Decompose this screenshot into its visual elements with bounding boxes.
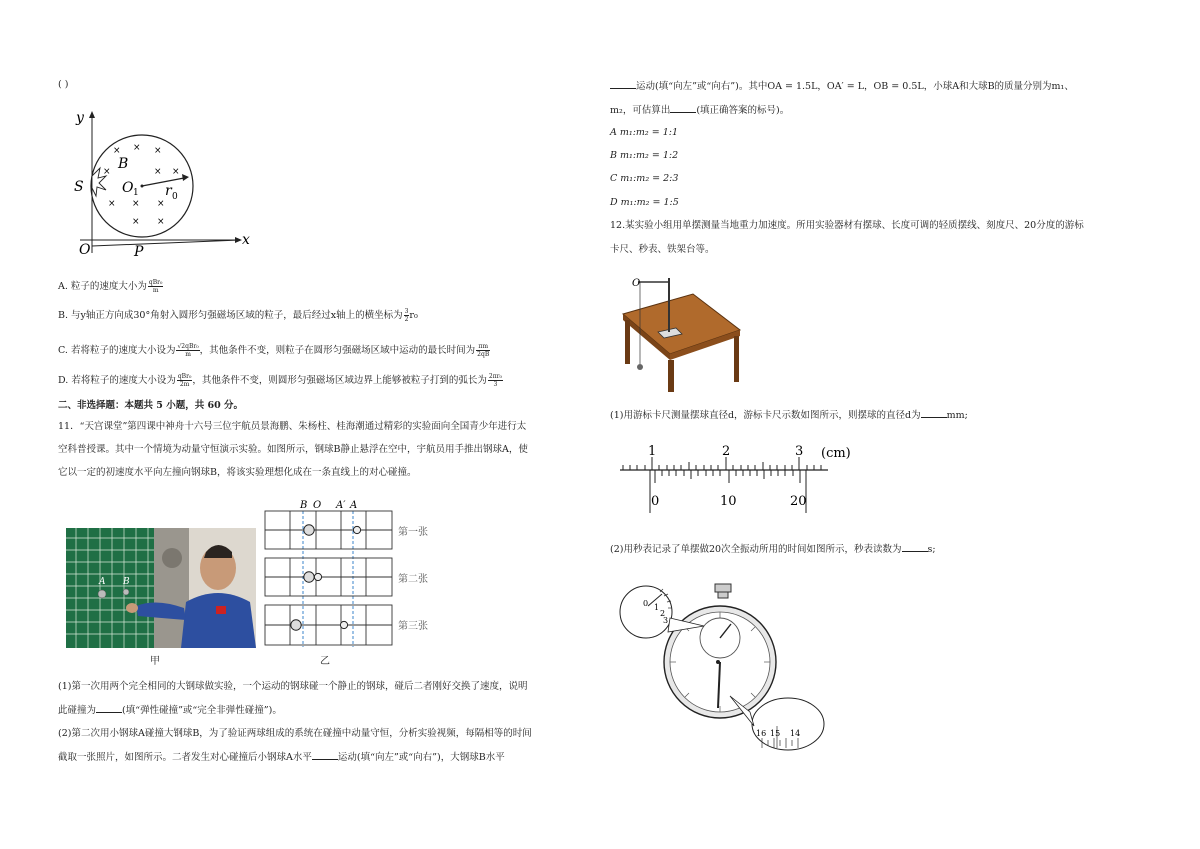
center-o1-sub: 1 [133,188,139,198]
center-o1-label: O [122,180,134,196]
axis-x-label: x [242,232,250,248]
inset-dial-3: 3 [663,616,669,625]
section-heading: 二、非选择题：本题共 5 小题，共 60 分。 [58,400,244,411]
label-yi: 乙 [320,656,330,667]
label-jia: 甲 [150,656,160,667]
sheet1-label: 第一张 [398,527,428,538]
choice-d: D m₁:m₂ = 1:5 [610,197,679,208]
collision-frames-figure [262,497,452,647]
photo-ball-a-label: A [99,577,106,587]
option-b: B. 与y轴正方向成30°角射入圆形匀强磁场区域的粒子，最后经过x轴上的横坐标为 $\frac{3}{2}$ r₀ [58,308,418,323]
main-scale-2: 2 [722,444,731,459]
sheet2-label: 第二张 [398,574,428,585]
vernier-20: 20 [790,494,807,509]
q12-part1: (1)用游标卡尺测量摆球直径d，游标卡尺示数如图所示，则摆球的直径d为 mm; [610,410,968,421]
question-paren: ( ) [58,79,69,90]
point-b-label: B [118,156,129,172]
x-mark: × [108,199,116,209]
answer-blank[interactable] [96,703,122,713]
q12-line1: 12.某实验小组用单摆测量当地重力加速度。所用实验器材有摆球、长度可调的轻质摆线、刻度尺、20分度的游标 [610,220,1084,231]
q11-line2: 空科普授课。其中一个情境为动量守恒演示实验。如图所示，钢球B静止悬浮在空中，宇航员用手推出钢球A，使 [58,444,528,455]
column-b-label: B [300,500,308,511]
column-o-label: O [313,500,322,511]
axis-y-label: y [76,110,84,126]
caliper-unit: (cm) [821,446,851,461]
photo-ball-b-label: B [123,577,130,587]
answer-blank[interactable] [670,103,696,113]
answer-blank[interactable] [921,408,947,418]
choice-b: B m₁:m₂ = 1:2 [610,150,679,161]
column-a-prime-label: A′ [336,500,346,511]
answer-blank[interactable] [902,542,928,552]
r-line1: 运动(填“向左”或“向右”)。其中OA = 1.5L，OA′ = L，OB = 0.5L，小球A和大球B的质量分别为m₁、 [610,79,1074,94]
sheet3-label: 第三张 [398,621,428,632]
q12-line2: 卡尺、秒表、铁架台等。 [610,244,715,255]
q12-part2: (2)用秒表记录了单摆做20次全振动所用的时间如图所示，秒表读数为 s; [610,544,936,555]
inset-dial-0: 0 [643,599,649,608]
x-mark: × [172,167,180,177]
r-line2: m₂，可估算出 (填正确答案的标号)。 [610,105,790,116]
x-mark: × [113,146,121,156]
column-a-label: A [350,500,358,511]
q11-part2-line2: 截取一张照片，如图所示。二者发生对心碰撞后小钢球A水平 运动(填“向左”或“向右”)，大钢球B水平 [58,752,505,763]
x-mark: × [133,143,141,153]
inset-dial-1: 1 [654,603,660,612]
answer-blank[interactable] [610,79,636,89]
q11-part1-line1: (1)第一次用两个完全相同的大钢球做实验，一个运动的钢球碰一个静止的钢球，碰后二者刚好交换了速度，说明 [58,681,528,692]
option-c: C. 若将粒子的速度大小设为 $\frac{\text{√2qBr₀}}{m}$ ，其他条件不变，则粒子在圆形匀强磁场区域中运动的最长时间为 $\frac{\pi m}{2qB}$ [58,343,490,358]
option-a: A. 粒子的速度大小为 $\frac{\text{qBr₀}}{m}$ [58,279,163,294]
inset-bottom-16: 16 [756,729,767,738]
x-mark: × [157,217,165,227]
magnetic-field-figure [70,108,270,258]
inset-bottom-14: 14 [790,729,801,738]
radius-label: r [165,183,172,199]
space-station-photo [66,528,256,648]
q11-line3: 它以一定的初速度水平向左撞向钢球B，将该实验理想化成在一条直线上的对心碰撞。 [58,467,417,478]
q11-part1-line2: 此碰撞为 (填“弹性碰撞”或“完全非弹性碰撞”)。 [58,705,282,716]
choice-a: A m₁:m₂ = 1:1 [610,127,679,138]
pivot-o-label: O [632,278,641,289]
radius-sub: 0 [172,192,178,202]
choice-c: C m₁:m₂ = 2:3 [610,173,679,184]
point-p-label: P [134,244,144,258]
origin-label: O [79,242,91,258]
x-mark: × [154,146,162,156]
inset-bottom-15: 15 [770,729,781,738]
q11-part2-line1: (2)第二次用小钢球A碰撞大钢球B，为了验证两球组成的系统在碰撞中动量守恒，分析实验视频，每隔相等的时间 [58,728,532,739]
main-scale-3: 3 [795,444,804,459]
vernier-10: 10 [720,494,737,509]
x-mark: × [132,217,140,227]
vernier-caliper-figure [618,443,858,513]
inset-dial-2: 2 [660,609,666,618]
option-d: D. 若将粒子的速度大小设为 $\frac{\text{qBr₀}}{2m}$ ，其他条件不变，则圆形匀强磁场区域边界上能够被粒子打到的弧长为 $\frac{\text{2πr₀}}{3}$ [58,373,502,388]
x-mark: × [132,199,140,209]
pendulum-table-figure [618,272,748,392]
x-mark: × [103,167,111,177]
answer-blank[interactable] [312,750,338,760]
q11-line1: 11．“天宫课堂”第四课中神舟十六号三位宇航员景海鹏、朱杨柱、桂海潮通过精彩的实验面向全国青少年进行太 [58,421,527,432]
x-mark: × [157,199,165,209]
main-scale-1: 1 [648,444,657,459]
vernier-0: 0 [651,494,660,509]
source-s-label: S [74,179,84,195]
x-mark: × [154,167,162,177]
stopwatch-figure [612,578,832,758]
